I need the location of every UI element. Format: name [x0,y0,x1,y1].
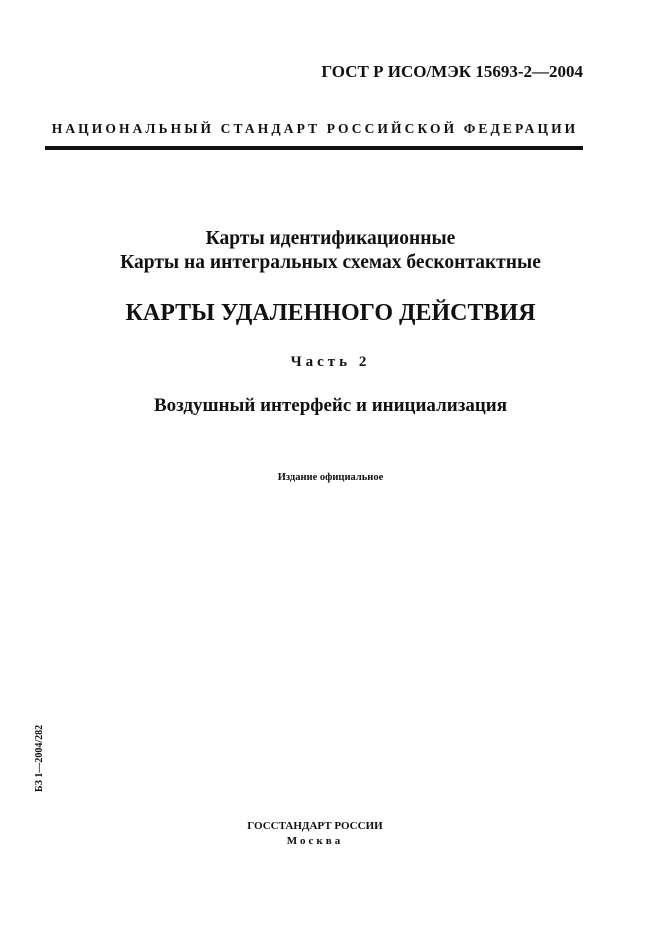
title-line: Карты на интегральных схемах бесконтактные [120,252,541,273]
title-block [0,227,661,275]
header-rule [45,146,583,150]
side-code-text: БЗ 1—2004/282 [34,724,45,792]
publisher-name: ГОССТАНДАРТ РОССИИ [247,820,383,832]
gost-number: ГОСТ Р ИСО/МЭК 15693-2—2004 [321,62,583,81]
standard-header: НАЦИОНАЛЬНЫЙ СТАНДАРТ РОССИЙСКОЙ ФЕДЕРАЦИИ [51,121,579,136]
part-label: Часть 2 [290,354,371,370]
publisher-block [0,819,630,849]
main-title: КАРТЫ УДАЛЕННОГО ДЕЙСТВИЯ [125,300,536,326]
subtitle: Воздушный интерфейс и инициализация [153,395,508,416]
title-line: Карты идентификационные [205,228,456,249]
edition-note: Издание официальное [277,472,384,483]
publisher-city: Москва [286,835,344,847]
